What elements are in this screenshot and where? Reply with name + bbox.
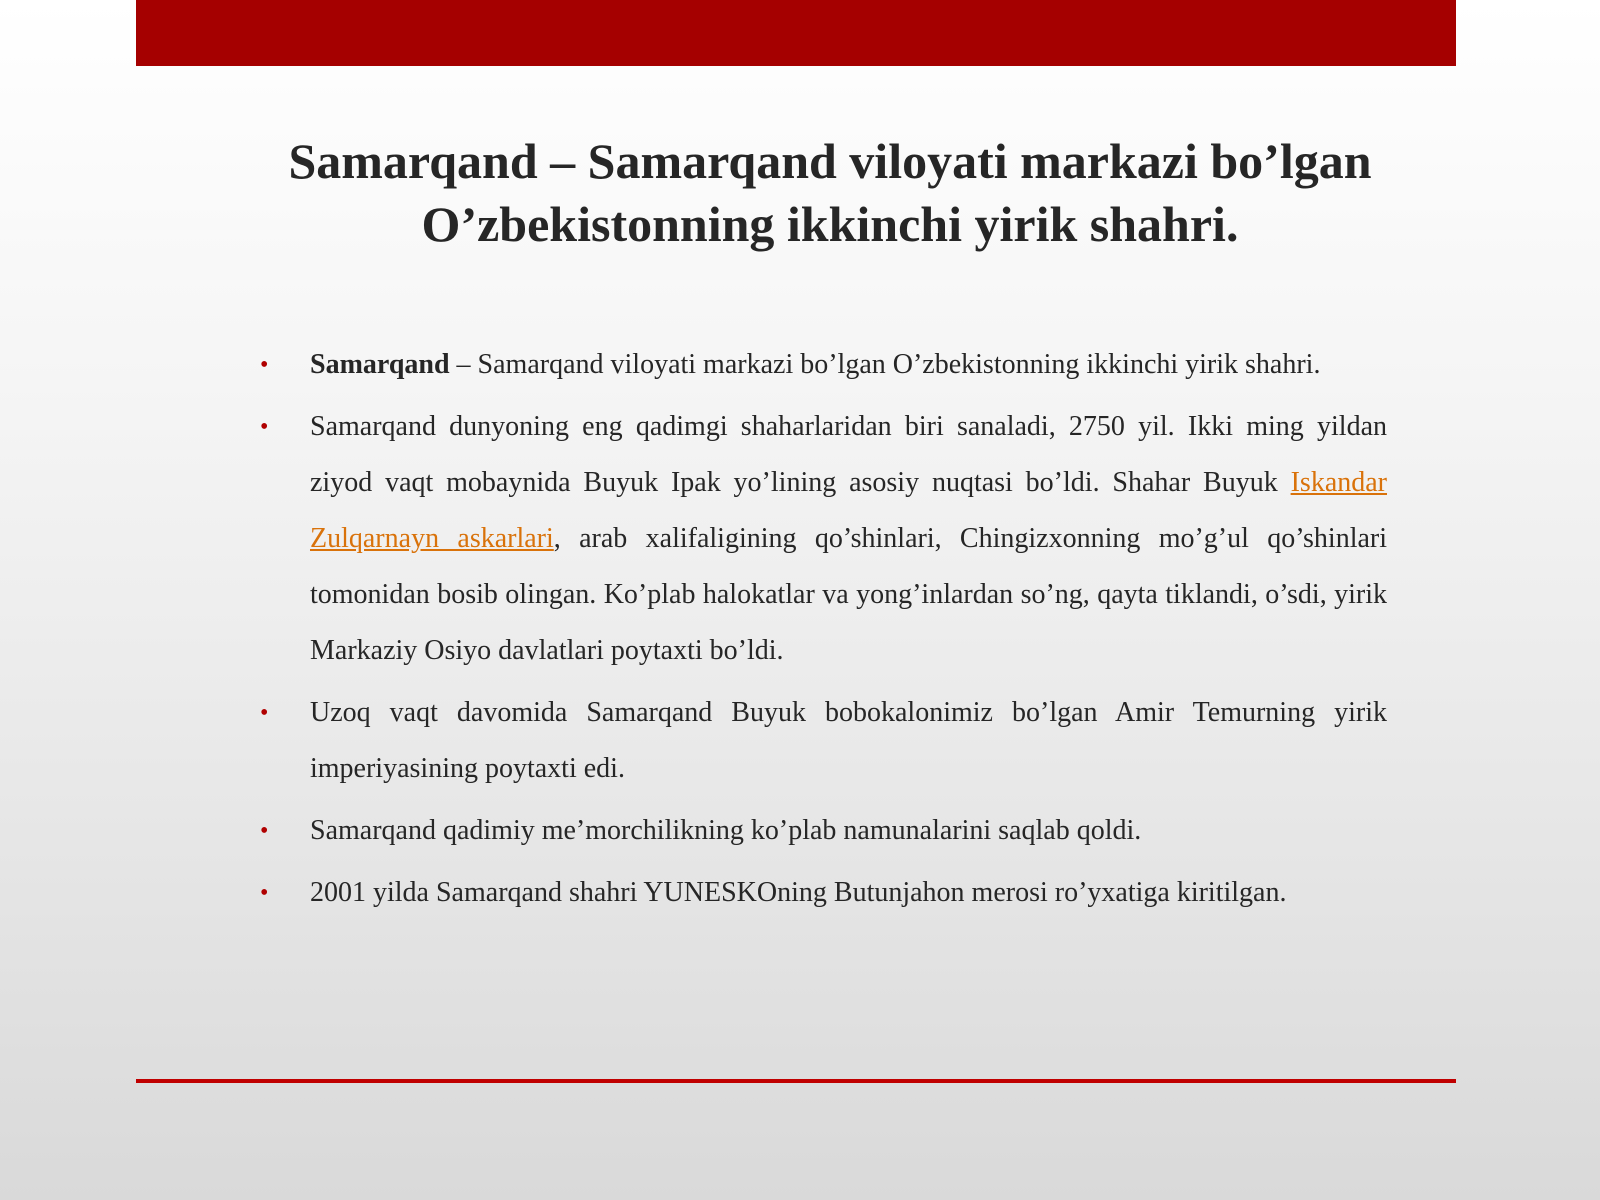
bullet-4-text: Samarqand qadimiy me’morchilikning ko’plab namunalarini saqlab qoldi. [310,815,1142,846]
bullet-1-bold-term: Samarqand [310,349,450,380]
bullet-2-text-before-link: Samarqand dunyoning eng qadimgi shaharlaridan biri sanaladi, 2750 yil. Ikki ming yildan ziyod vaqt mobaynida Buyuk Ipak yo’lining asosiy nuqtasi bo’ldi. Shahar Buyuk [310,411,1387,498]
slide-title-line-2: O’zbekistonning ikkinchi yirik shahri. [421,196,1239,252]
bullet-item-3 [260,685,1387,797]
bullet-dot-icon: • [260,880,269,906]
bullet-2-text-after-link: , arab xalifaligining qo’shinlari, Chingizxonning mo’g’ul qo’shinlari tomonidan bosib olingan. Ko’plab halokatlar va yong’inlardan so’ng, qayta tiklandi, o’sdi, yirik Markaziy Osiyo davlatlari poytaxti bo’ldi. [310,523,1388,666]
top-accent-bar [136,0,1456,66]
bullet-item-2 [260,399,1387,679]
slide-title [240,130,1420,256]
bullet-dot-icon: • [260,818,269,844]
bullet-5-text: 2001 yilda Samarqand shahri YUNESKOning Butunjahon merosi ro’yxatiga kiritilgan. [310,877,1287,908]
bullet-item-1 [260,337,1387,393]
bullet-item-5 [260,865,1387,921]
iskandar-link[interactable]: Iskandar Zulqarnayn askarlari [310,467,1387,554]
bullet-item-4 [260,803,1387,859]
bullet-list [260,337,1387,927]
bullet-dot-icon: • [260,700,269,726]
bullet-1-text: – Samarqand viloyati markazi bo’lgan O’zbekistonning ikkinchi yirik shahri. [449,349,1321,380]
bullet-3-text: Uzoq vaqt davomida Samarqand Buyuk bobokalonimiz bo’lgan Amir Temurning yirik imperiyasining poytaxti edi. [310,697,1387,784]
bottom-divider-line [136,1079,1456,1083]
slide-title-line-1: Samarqand – Samarqand viloyati markazi bo’lgan [288,133,1372,189]
bullet-dot-icon: • [260,414,269,440]
bullet-dot-icon: • [260,352,269,378]
